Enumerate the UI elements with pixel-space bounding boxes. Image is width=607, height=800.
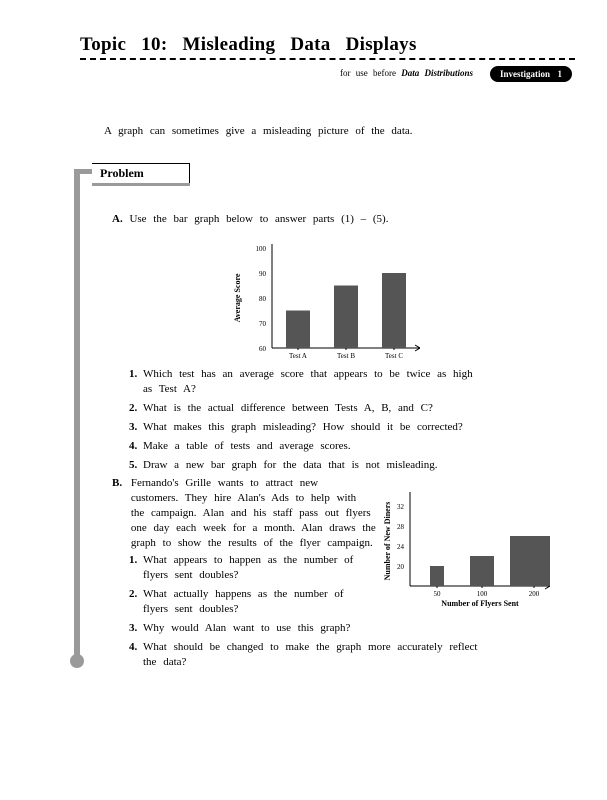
x-tick-label: 50: [433, 590, 441, 598]
part-a-question-text: Draw a new bar graph for the data that is not misleading.: [143, 459, 438, 471]
part-b-question-line: [129, 655, 477, 670]
part-b-question-number: 1.: [129, 554, 138, 566]
y-tick-label: 100: [255, 245, 266, 253]
part-a-question-text: What is the actual difference between Tests A, B, and C?: [143, 402, 433, 414]
part-b-label: B.: [112, 477, 123, 489]
part-a-question-4: [129, 439, 473, 454]
y-tick-label: 28: [397, 523, 404, 531]
part-b-question-1: [129, 553, 477, 583]
bar: [286, 311, 310, 349]
badge-number: 1: [557, 69, 562, 79]
part-a-question-3: [129, 420, 473, 435]
x-tick-label: Test C: [385, 352, 403, 360]
x-axis-label: Number of Flyers Sent: [441, 599, 519, 608]
part-a-question-number: 2.: [129, 402, 138, 414]
part-a-question-5: [129, 458, 473, 473]
part-b-question-line: [129, 553, 477, 568]
part-b-question-line: [129, 602, 477, 617]
part-a-question-line: [129, 401, 473, 416]
part-a-question-text: Make a table of tests and average scores.: [143, 440, 351, 452]
part-a-text: Use the bar graph below to answer parts (1) – (5).: [129, 213, 389, 225]
part-b-question-number: 3.: [129, 622, 138, 634]
page-title: Topic 10: Misleading Data Displays: [80, 34, 417, 55]
problem-rail-connector: [74, 169, 92, 174]
part-a-question-text: Which test has an average score that appears to be twice as high: [143, 368, 473, 380]
y-axis-label: Average Score: [233, 273, 242, 323]
test-scores-chart: [220, 238, 420, 366]
use-before-text: for use before: [340, 68, 396, 78]
part-a-question-2: [129, 401, 473, 416]
part-a-questions: [129, 367, 473, 477]
y-tick-label: 90: [259, 270, 266, 278]
part-b-intro-line: the campaign. Alan and his staff pass out flyers: [130, 507, 371, 519]
y-tick-label: 20: [397, 563, 404, 571]
part-a-question-line: [129, 382, 473, 397]
bar: [334, 286, 358, 349]
x-tick-label: Test B: [337, 352, 355, 360]
part-b-question-text: Why would Alan want to use this graph?: [143, 622, 351, 634]
y-axis-label: Number of New Diners: [383, 501, 392, 581]
part-a-question-text: What makes this graph misleading? How should it be corrected?: [143, 421, 463, 433]
x-tick-label: Test A: [289, 352, 307, 360]
part-a-question-line: [129, 458, 473, 473]
part-b-question-2: [129, 587, 477, 617]
part-a-question-number: 5.: [129, 459, 138, 471]
part-b-question-text: flyers sent doubles?: [143, 603, 239, 615]
data-distributions-text: Data Distributions: [401, 68, 474, 78]
y-tick-label: 80: [259, 295, 266, 303]
investigation-badge: [490, 66, 572, 82]
part-a-question-text: as Test A?: [143, 383, 196, 395]
intro-text: A graph can sometimes give a misleading picture of the data.: [104, 125, 413, 137]
problem-rail-end-dot: [70, 654, 84, 668]
part-b-intro-line: customers. They hire Alan's Ads to help with: [130, 492, 357, 504]
part-b-question-4: [129, 640, 477, 670]
part-b-question-line: [129, 621, 477, 636]
part-b-intro-line: Fernando's Grille wants to attract new: [130, 477, 319, 489]
part-a-instruction: [112, 212, 388, 227]
x-tick-label: 100: [476, 590, 488, 598]
part-b-question-text: What actually happens as the number of: [143, 588, 344, 600]
part-b-question-number: 4.: [129, 641, 138, 653]
y-tick-label: 60: [259, 345, 266, 353]
part-b-question-3: [129, 621, 477, 636]
bar: [382, 273, 406, 348]
bar: [510, 536, 550, 586]
y-tick-label: 24: [397, 543, 404, 551]
part-b-question-line: [129, 568, 477, 583]
badge-label: Investigation: [500, 69, 551, 79]
problem-heading: Problem: [92, 163, 190, 183]
part-a-question-line: [129, 439, 473, 454]
part-a-question-number: 3.: [129, 421, 138, 433]
title-divider: [80, 58, 575, 60]
part-b-question-line: [129, 640, 477, 655]
part-b-intro-line: one day each week for a month. Alan draws the: [130, 522, 376, 534]
x-tick-label: 200: [528, 590, 540, 598]
problem-heading-underline: [92, 183, 190, 186]
part-a-question-line: [129, 420, 473, 435]
part-b-question-text: flyers sent doubles?: [143, 569, 239, 581]
part-b-question-number: 2.: [129, 588, 138, 600]
part-a-question-number: 4.: [129, 440, 138, 452]
part-b-question-text: What appears to happen as the number of: [143, 554, 354, 566]
use-before-note: [340, 68, 473, 78]
y-tick-label: 32: [397, 503, 404, 511]
part-b-questions: [129, 553, 477, 674]
part-b-intro-line: graph to show the results of the flyer campaign.: [130, 537, 373, 549]
problem-rail: [74, 172, 80, 662]
y-tick-label: 70: [259, 320, 266, 328]
part-a-question-line: [129, 367, 473, 382]
part-a-question-number: 1.: [129, 368, 138, 380]
part-b-question-text: the data?: [143, 656, 187, 668]
part-b-question-text: What should be changed to make the graph more accurately reflect: [143, 641, 478, 653]
part-a-label: A.: [112, 213, 123, 225]
part-b-intro: [112, 476, 376, 551]
part-b-question-line: [129, 587, 477, 602]
part-a-question-1: [129, 367, 473, 397]
